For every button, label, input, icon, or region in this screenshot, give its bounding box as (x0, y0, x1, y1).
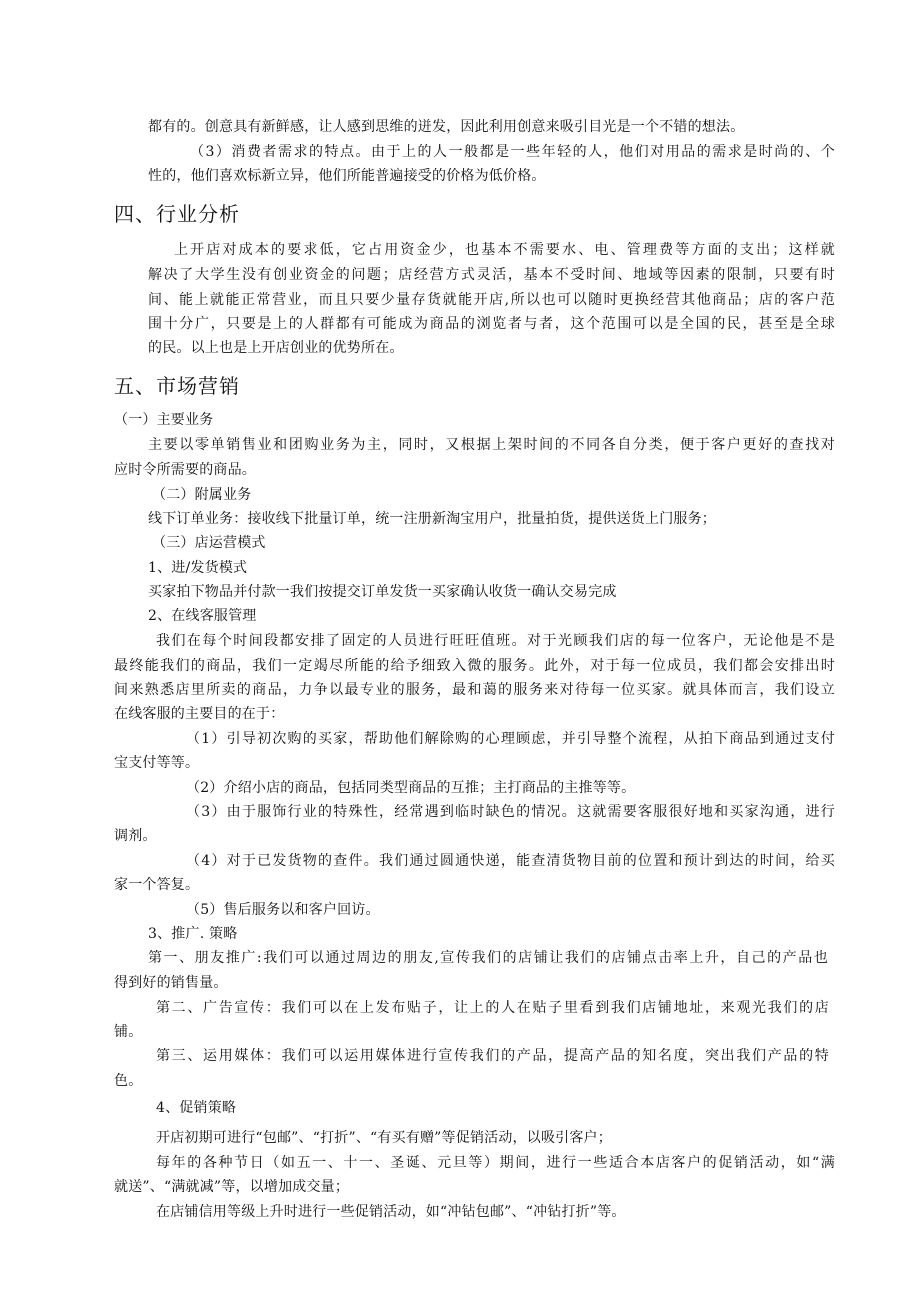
paragraph-line: 应时令所需要的商品。 (114, 462, 256, 478)
paragraph-line: 都有的。创意具有新鲜感，让人感到思维的迸发，因此利用创意来吸引目光是一个不错的想法。 (148, 119, 745, 135)
paragraph-line: 铺。 (114, 1024, 143, 1040)
paragraph-line: 围十分广，只要是上的人群都有可能成为商品的浏览者与者，这个范围可以是全国的民，甚至是全球 (148, 316, 835, 332)
paragraph-line: 性的，他们喜欢标新立异，他们所能普遍接受的价格为低价格。 (148, 168, 546, 184)
list-item-point-3-cont: 调剂。 (114, 828, 157, 844)
section-heading-industry-analysis: 四、行业分析 (114, 202, 240, 226)
subsection-title-affiliated-business: （二）附属业务 (152, 487, 252, 503)
paragraph-line: 在店铺信用等级上升时进行一些促销活动，如“冲钻包邮”、“冲钻打折”等。 (156, 1204, 626, 1220)
paragraph-line: 开店初期可进行“包邮”、“打折”、“有买有赠”等促销活动，以吸引客户； (156, 1130, 612, 1146)
paragraph-line: 买家拍下物品并付款一我们按提交订单发货一买家确认收货一确认交易完成 (148, 584, 617, 600)
item-title-promotion: 3、推广. 策略 (148, 926, 238, 942)
paragraph-line: 间、能上就能正常营业，而且只要少量存货就能开店,所以也可以随时更换经营其他商品；店的客户范 (148, 292, 835, 308)
paragraph-line: 得到好的销售量。 (114, 975, 228, 991)
subsection-title-operation-mode: （三）店运营模式 (152, 535, 266, 551)
item-title-sales-promotion: 4、促销策略 (156, 1100, 237, 1116)
section-heading-marketing: 五、市场营销 (114, 374, 240, 398)
list-item-point-2: （2）介绍小店的商品，包括同类型商品的互推；主打商品的主推等等。 (186, 780, 636, 796)
paragraph-line: 间来熟悉店里所卖的商品，力争以最专业的服务，最和蔼的服务来对待每一位买家。就具体而言，我们设立 (114, 682, 835, 698)
paragraph-line: 解决了大学生没有创业资金的问题；店经营方式灵活，基本不受时间、地域等因素的限制，只要有时 (148, 267, 835, 283)
item-title-online-service: 2、在线客服管理 (148, 608, 257, 624)
list-item-point-4: （4）对于已发货物的查件。我们通过圆通快递，能查清货物目前的位置和预计到达的时间，给买 (186, 853, 835, 869)
list-item-point-4-cont: 家一个答复。 (114, 877, 200, 893)
subsection-title-main-business: （一）主要业务 (114, 412, 214, 428)
paragraph-line: 色。 (114, 1073, 143, 1089)
list-item-point-5: （5）售后服务以和客户回访。 (186, 902, 380, 918)
paragraph-line: 最终能我们的商品，我们一定竭尽所能的给予细致入微的服务。此外，对于每一位成员，我们都会安排出时 (114, 658, 835, 674)
paragraph-line: 每年的各种节日（如五一、十一、圣诞、元旦等）期间，进行一些适合本店客户的促销活动，如“满 (156, 1155, 835, 1171)
paragraph-line: （3）消费者需求的特点。由于上的人一般都是一些年轻的人，他们对用品的需求是时尚的、个 (190, 144, 835, 160)
paragraph-line: 上开店对成本的要求低，它占用资金少，也基本不需要水、电、管理费等方面的支出；这样就 (174, 242, 835, 258)
paragraph-line: 在线客服的主要目的在于： (114, 706, 285, 722)
paragraph-line: 第一、朋友推广:我们可以通过周边的朋友,宣传我们的店铺让我们的店铺点击率上升，自己的产品也 (148, 950, 828, 966)
paragraph-line: 第三、运用媒体：我们可以运用媒体进行宣传我们的产品，提高产品的知名度，突出我们产品的特 (156, 1048, 829, 1064)
paragraph-line: 线下订单业务：接收线下批量订单，统一注册新淘宝用户，批量拍货，提供送货上门服务； (148, 511, 716, 527)
item-title-shipping-mode: 1、进/发货模式 (148, 560, 248, 576)
list-item-point-1: （1）引导初次购的买家，帮助他们解除购的心理顾虑，并引导整个流程，从拍下商品到通过支付 (186, 731, 835, 747)
list-item-point-3: （3）由于服饰行业的特殊性，经常遇到临时缺色的情况。这就需要客服很好地和买家沟通，进行 (186, 804, 835, 820)
paragraph-line: 的民。以上也是上开店创业的优势所在。 (148, 340, 404, 356)
paragraph-line: 第二、广告宣传：我们可以在上发布贴子，让上的人在贴子里看到我们店铺地址，来观光我们的店 (156, 1000, 829, 1016)
paragraph-line: 主要以零单销售业和团购业务为主，同时，又根据上架时间的不同各自分类，便于客户更好的查找对 (148, 437, 835, 453)
paragraph-line: 我们在每个时间段都安排了固定的人员进行旺旺值班。对于光顾我们店的每一位客户，无论他是不是 (156, 633, 835, 649)
paragraph-line: 就送”、“满就减”等，以增加成交量； (114, 1179, 350, 1195)
list-item-point-1-cont: 宝支付等等。 (114, 755, 200, 771)
